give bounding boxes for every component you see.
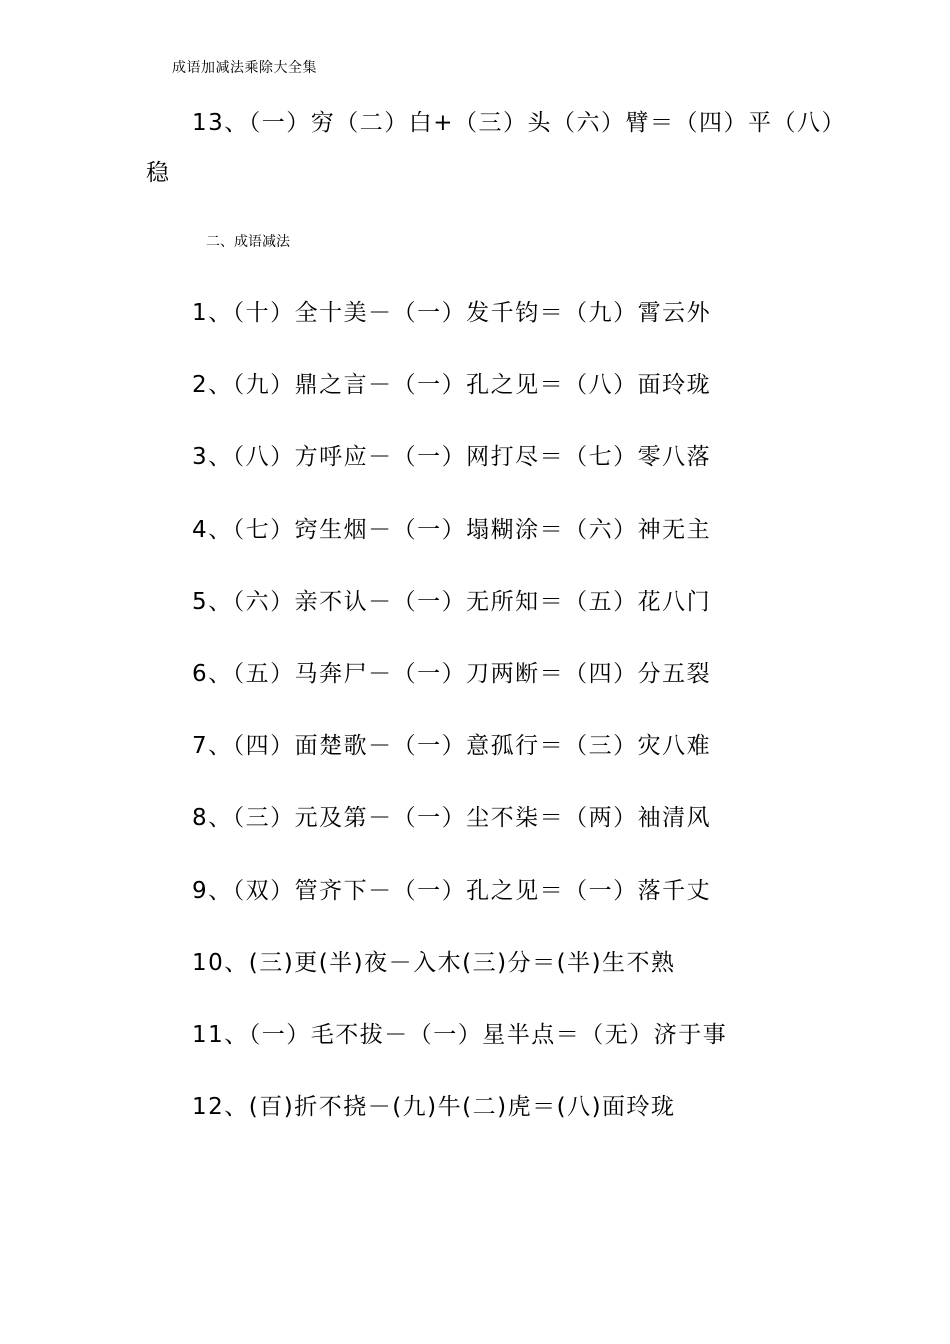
subtraction-item-11: 11、（一）毛不拔－（一）星半点＝（无）济于事 [192, 1021, 728, 1048]
subtraction-item-3: 3、（八）方呼应－（一）网打尽＝（七）零八落 [192, 444, 712, 471]
subtraction-item-4: 4、（七）窍生烟－（一）塌糊涂＝（六）神无主 [192, 516, 712, 543]
subtraction-item-2: 2、（九）鼎之言－（一）孔之见＝（八）面玲珑 [192, 372, 712, 399]
subtraction-item-7: 7、（四）面楚歌－（一）意孤行＝（三）灾八难 [192, 733, 712, 760]
subtraction-item-9: 9、（双）管齐下－（一）孔之见＝（一）落千丈 [192, 877, 712, 904]
page-header: 成语加减法乘除大全集 [172, 60, 317, 76]
addition-item-13: 13、（一）穷（二）白+（三）头（六）臂＝（四）平（八） [192, 110, 847, 136]
subtraction-list [192, 296, 727, 1162]
subtraction-item-8: 8、（三）元及第－（一）尘不柒＝（两）袖清风 [192, 805, 712, 832]
subtraction-item-12: 12、(百)折不挠－(九)牛(二)虎＝(八)面玲珑 [192, 1094, 676, 1121]
section-heading-subtraction: 二、成语减法 [206, 234, 290, 250]
subtraction-item-5: 5、（六）亲不认－（一）无所知＝（五）花八门 [192, 588, 712, 615]
addition-item-13-continuation: 稳 [146, 160, 169, 186]
subtraction-item-1: 1、（十）全十美－（一）发千钧＝（九）霄云外 [192, 300, 712, 326]
subtraction-item-6: 6、（五）马奔尸－（一）刀两断＝（四）分五裂 [192, 660, 712, 687]
subtraction-item-10: 10、(三)更(半)夜－入木(三)分＝(半)生不熟 [192, 949, 676, 976]
